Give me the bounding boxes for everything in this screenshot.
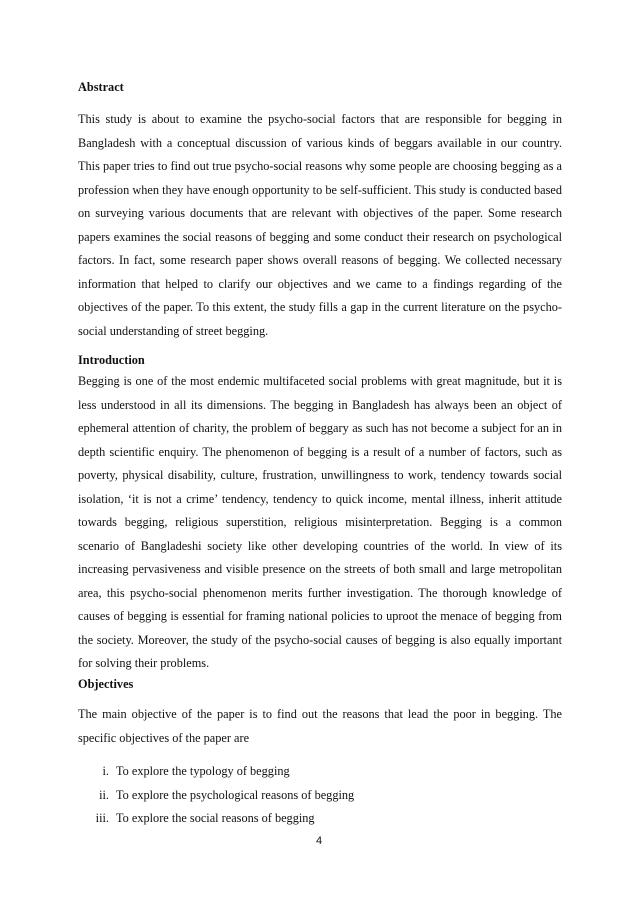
list-item: [78, 760, 562, 784]
list-item-number: i.: [102, 764, 109, 778]
objectives-heading: Objectives: [78, 677, 134, 691]
list-item: [78, 807, 562, 831]
introduction-heading: Introduction: [78, 353, 145, 367]
abstract-heading: Abstract: [78, 80, 124, 94]
introduction-paragraph: Begging is one of the most endemic multifaceted social problems with great magnitude, but it is less understood in all its dimensions. The begging in Bangladesh has always been an object of ephemeral attention of charity, the problem of beggary as such has not become a subject for an in depth scientific enquiry. The phenomenon of begging is a result of a number of factors, such as poverty, physical disability, culture, frustration, unwillingness to work, tendency towards social isolation, ‘it is not a crime’ tendency, tendency to quick income, mental illness, inherit attitude towards begging, religious superstition, religious misinterpretation. Begging is a common scenario of Bangladeshi society like other developing countries of the world. In view of its increasing pervasiveness and visible presence on the streets of both small and large metropolitan area, this psycho-social phenomenon merits further investigation. The thorough knowledge of causes of begging is essential for framing national policies to uproot the menace of begging from the society. Moreover, the study of the psycho-social causes of begging is also equally important for solving their problems.: [78, 374, 562, 670]
list-item-text: To explore the typology of begging: [116, 764, 290, 778]
list-item-text: To explore the psychological reasons of begging: [116, 787, 355, 802]
list-item-text: To explore the social reasons of begging: [116, 811, 315, 825]
abstract-paragraph: This study is about to examine the psycho-social factors that are responsible for begging in Bangladesh with a conceptual discussion of various kinds of beggars available in our country. This paper tries to find out true psycho-social reasons why some people are choosing begging as a profession when they have enough opportunity to be self-sufficient. This study is conducted based on surveying various documents that are relevant with objectives of the paper. Some research papers examines the social reasons of begging and some conduct their research on psychological factors. In fact, some research paper shows overall reasons of begging. We collected necessary information that helped to clarify our objectives and we came to a findings regarding of the objectives of the paper. To this extent, the study fills a gap in the current literature on the psycho-social understanding of street begging.: [78, 112, 562, 338]
page-number: 4: [315, 835, 323, 847]
objectives-list: [78, 760, 562, 831]
list-item-number: iii.: [95, 811, 109, 825]
list-item: [78, 784, 562, 808]
objectives-paragraph: The main objective of the paper is to find out the reasons that lead the poor in begging. The specific objectives of the paper are: [78, 707, 562, 745]
list-item-number: ii.: [99, 787, 109, 802]
